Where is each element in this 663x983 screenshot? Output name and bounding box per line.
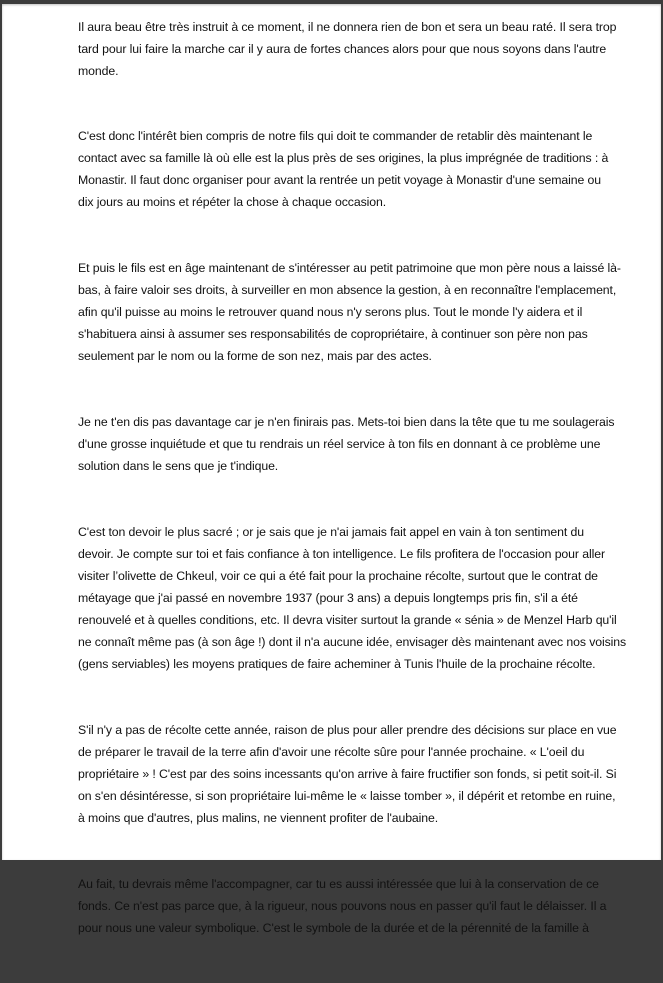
paragraph xyxy=(78,411,615,477)
text-line: métayage que j'ai passé en novembre 1937 (pour 3 ans) a depuis longtemps pris fin, s'il a été xyxy=(78,591,578,605)
text-line: de préparer le travail de la terre afin d'avoir une récolte sûre pour l'année prochaine. « L'oeil du xyxy=(78,745,585,759)
text-line: à moins que d'autres, plus malins, ne viennent profiter de l'aubaine. xyxy=(78,811,439,825)
paragraph xyxy=(78,16,617,82)
text-line: tard pour lui faire la marche car il y aura de fortes chances alors pour que nous soyons dans l'autre xyxy=(78,42,607,56)
text-line: s'habituera ainsi à assumer ses responsabilités de copropriétaire, à continuer son père non pas xyxy=(78,327,588,341)
text-line: pour nous une valeur symbolique. C'est le symbole de la durée et de la pérennité de la famille à xyxy=(78,921,589,935)
text-line: bas, à faire valoir ses droits, à surveiller en mon absence la gestion, à en reconnaître l'emplacement, xyxy=(78,283,617,297)
text-line: seulement par le nom ou la forme de son nez, mais par des actes. xyxy=(78,349,432,363)
text-line: fonds. Ce n'est pas parce que, à la rigueur, nous pouvons nous en passer qu'il faut le délaisser. Il a xyxy=(78,899,607,913)
page-content xyxy=(78,16,627,983)
text-line: Monastir. Il faut donc organiser pour avant la rentrée un petit voyage à Monastir d'une semaine ou xyxy=(78,173,601,187)
document-page xyxy=(2,4,661,935)
text-line: devoir. Je compte sur toi et fais confiance à ton intelligence. Le fils profitera de l'occasion pour aller xyxy=(78,547,605,561)
text-line: visiter l’olivette de Chkeul, voir ce qui a été fait pour la prochaine récolte, surtout que le contrat de xyxy=(78,569,598,583)
text-line: Il aura beau être très instruit à ce moment, il ne donnera rien de bon et sera un beau raté. Il sera trop xyxy=(78,20,617,34)
paragraph xyxy=(78,719,617,829)
text-line: contact avec sa famille là où elle est la plus près de ses origines, la plus imprégnée de traditions : à xyxy=(78,151,609,165)
paragraph xyxy=(78,257,621,367)
text-line: C'est donc l'intérêt bien compris de notre fils qui doit te commander de retablir dès maintenant le xyxy=(78,129,593,143)
paragraph xyxy=(78,873,607,939)
text-line: Et puis le fils est en âge maintenant de s'intéresser au petit patrimoine que mon père nous a laissé là- xyxy=(78,261,621,275)
text-line: dix jours au moins et répéter la chose à chaque occasion. xyxy=(78,195,387,209)
text-line: on s'en désintéresse, si son propriétaire lui-même le « laisse tomber », il dépérit et retombe en ruine, xyxy=(78,789,616,803)
text-line: renouvelé et à quelles conditions, etc. Il devra visiter surtout la grande « sénia » de Menzel Harb qu'il xyxy=(78,613,617,627)
text-line: afin qu'il puisse au moins le retrouver quand nous n'y serons plus. Tout le monde l'y aidera et il xyxy=(78,305,583,319)
text-line: Je ne t'en dis pas davantage car je n'en finirais pas. Mets-toi bien dans la tête que tu me soulagerais xyxy=(78,415,615,429)
text-line: S'il n'y a pas de récolte cette année, raison de plus pour aller prendre des décisions sur place en vue xyxy=(78,723,617,737)
text-line: C'est ton devoir le plus sacré ; or je sais que je n'ai jamais fait appel en vain à ton sentiment du xyxy=(78,525,584,539)
text-line: (gens serviables) les moyens pratiques de faire acheminer à Tunis l'huile de la prochaine récolte. xyxy=(78,657,596,671)
text-line: propriétaire » ! C'est par des soins incessants qu'on arrive à faire fructifier son fonds, si petit soit-il. Si xyxy=(78,767,617,781)
text-line: monde. xyxy=(78,64,119,78)
text-line: Au fait, tu devrais même l'accompagner, car tu es aussi intéressée que lui à la conservation de ce xyxy=(78,877,599,891)
text-line: d'une grosse inquiétude et que tu rendrais un réel service à ton fils en donnant à ce problème une xyxy=(78,437,601,451)
paragraph xyxy=(78,125,609,213)
paragraph xyxy=(78,521,627,675)
text-line: ne connaît même pas (à son âge !) dont il n'a aucune idée, envisager dès maintenant avec nos voisins xyxy=(78,635,627,649)
text-line: solution dans le sens que je t'indique. xyxy=(78,459,279,473)
